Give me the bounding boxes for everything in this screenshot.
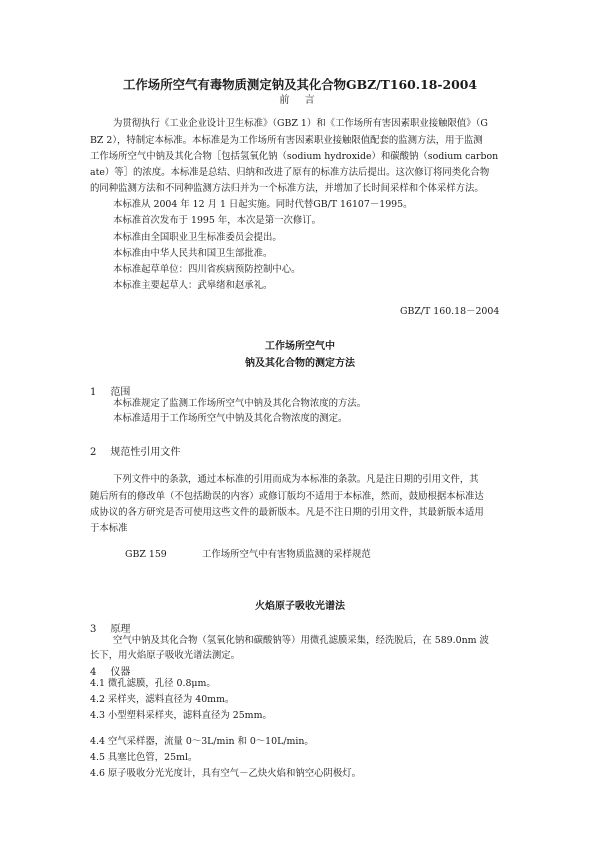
reference-title: 工作场所空气中有害物质监测的采样规范 [202, 549, 371, 560]
section-title: 范围 [110, 387, 131, 398]
preface-line: 工作场所空气中钠及其化合物［包括氢氧化钠（sodium hydroxide）和碳酸钠（sodium carbon [90, 151, 499, 162]
section-title: 原理 [110, 624, 131, 635]
section-4-heading [90, 663, 130, 678]
preface-line: ate）等］的浓度。本标准是总结、归纳和改进了原有的标准方法后提出。这次修订将同类化合物 [90, 167, 490, 178]
section-3-line: 空气中钠及其化合物（氢氧化钠和碳酸钠等）用微孔滤膜采集，经洗脱后，在 589.0nm 波 [113, 635, 489, 646]
instrument-item: 4.2 采样夹，滤料直径为 40mm。 [90, 694, 235, 705]
preface-line: 的同种监测方法和不同种监测方法归并为一个标准方法，并增加了长时间采样和个体采样方法。 [90, 183, 484, 194]
main-title-line-2: 钠及其化合物的测定方法 [245, 358, 355, 369]
preface-heading: 前 言 [279, 95, 321, 106]
preface-line: 本标准由全国职业卫生标准委员会提出。 [113, 232, 282, 243]
method-title: 火焰原子吸收光谱法 [255, 601, 345, 612]
main-title-line-1: 工作场所空气中 [265, 341, 335, 352]
preface-line: 本标准主要起草人：武皋绪和赵承礼。 [113, 280, 273, 291]
section-number: 1 [90, 387, 97, 398]
instrument-item: 4.5 具塞比色管，25ml。 [90, 752, 198, 763]
instrument-item: 4.3 小型塑料采样夹，滤料直径为 25mm。 [90, 710, 272, 721]
section-2-line: 随后所有的修改单（不包括勘误的内容）或修订版均不适用于本标准，然而，鼓励根据本标准达 [90, 491, 484, 502]
instrument-item: 4.4 空气采样器，流量 0～3L/min 和 0～10L/min。 [90, 736, 314, 747]
section-1-line: 本标准规定了监测工作场所空气中钠及其化合物浓度的方法。 [113, 398, 367, 409]
section-3-line: 长下，用火焰原子吸收光谱法测定。 [90, 650, 241, 661]
section-number: 4 [90, 667, 97, 678]
section-title: 仪器 [110, 667, 131, 678]
section-2-line: 于本标准 [90, 523, 128, 534]
document-title: 工作场所空气有毒物质测定钠及其化合物GBZ/T160.18-2004 [123, 77, 477, 92]
section-2-line: 下列文件中的条款，通过本标准的引用而成为本标准的条款。凡是注日期的引用文件，其 [113, 474, 479, 485]
instrument-item: 4.1 微孔滤膜，孔径 0.8μm。 [90, 678, 216, 689]
reference-code: GBZ 159 [125, 549, 167, 560]
section-number: 2 [90, 447, 97, 458]
preface-line: 本标准从 2004 年 12 月 1 日起实施。同时代替GB/T 16107－1995。 [113, 199, 413, 210]
section-1-heading [90, 383, 130, 398]
preface-line: 为贯彻执行《工业企业设计卫生标准》（GBZ 1）和《工作场所有害因素职业接触限值》（G [113, 118, 488, 129]
instrument-item: 4.6 原子吸收分光光度计，具有空气－乙炔火焰和钠空心阴极灯。 [90, 768, 362, 779]
preface-line: 本标准由中华人民共和国卫生部批准。 [113, 248, 273, 259]
section-1-line: 本标准适用于工作场所空气中钠及其化合物浓度的测定。 [113, 413, 348, 424]
standard-code: GBZ/T 160.18－2004 [400, 306, 500, 317]
section-2-line: 成协议的各方研究是否可使用这些文件的最新版本。凡是不注日期的引用文件，其最新版本适用 [90, 507, 484, 518]
section-title: 规范性引用文件 [110, 447, 181, 458]
preface-line: 本标准首次发布于 1995 年，本次是第一次修订。 [113, 215, 321, 226]
section-2-heading [90, 443, 180, 458]
preface-line: 本标准起草单位：四川省疾病预防控制中心。 [113, 264, 301, 275]
preface-line: BZ 2），特制定本标准。本标准是为工作场所有害因素职业接触限值配套的监测方法，用于监测 [90, 135, 483, 146]
section-number: 3 [90, 624, 97, 635]
section-3-heading [90, 620, 130, 635]
